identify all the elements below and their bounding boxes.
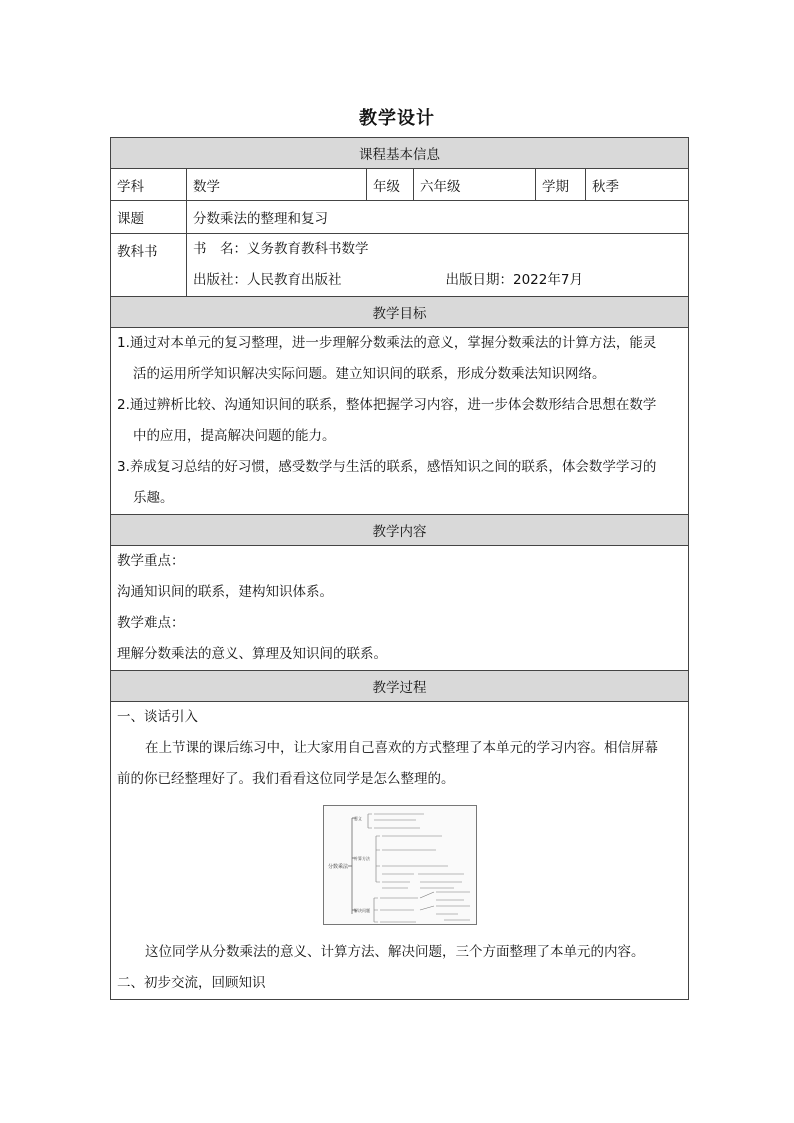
key-points-label: 教学重点：: [117, 553, 185, 569]
intro-paragraph: [111, 733, 688, 795]
objective-item: [111, 452, 688, 514]
objectives-body: [111, 328, 689, 515]
content-header: 教学内容: [111, 515, 689, 546]
topic-label: 课题: [111, 201, 187, 234]
subject-label: 学科: [111, 169, 187, 201]
intro-line: 在上节课的课后练习中，让大家用自己喜欢的方式整理了本单元的学习内容。相信屏幕: [145, 740, 658, 756]
document-title: 教学设计: [359, 108, 435, 129]
process-body: [111, 702, 689, 1000]
publish-date: 出版日期：2022年7月: [445, 272, 583, 288]
mindmap-branch: 计算方法: [353, 856, 370, 861]
objective-line: 乐趣。: [133, 490, 174, 506]
topic-value: 分数乘法的整理和复习: [187, 201, 689, 234]
objective-item: [111, 390, 688, 452]
objectives-header: 教学目标: [111, 297, 689, 328]
publisher-row: [187, 265, 688, 296]
textbook-label: 教科书: [111, 234, 187, 297]
grade-label: 年级: [367, 169, 414, 201]
textbook-info: [187, 234, 689, 297]
section-review-title: 二、初步交流，回顾知识: [117, 975, 266, 991]
mindmap-branch: 解决问题: [353, 908, 370, 913]
difficulty-label: 教学难点：: [117, 615, 185, 631]
intro-line: 前的你已经整理好了。我们看看这位同学是怎么整理的。: [117, 771, 455, 787]
book-name: 书 名：义务教育教科书数学: [193, 241, 369, 257]
key-points-text: 沟通知识间的联系，建构知识体系。: [117, 584, 333, 600]
mindmap-root: 分数乘法: [327, 864, 348, 870]
objective-line: 中的应用，提高解决问题的能力。: [133, 428, 336, 444]
basic-info-header: 课程基本信息: [111, 138, 689, 169]
objective-line: 1.通过对本单元的复习整理，进一步理解分数乘法的意义，掌握分数乘法的计算方法，能灵: [117, 335, 657, 351]
subject-value: 数学: [187, 169, 367, 201]
term-value: 秋季: [586, 169, 689, 201]
objective-line: 2.通过辨析比较、沟通知识间的联系，整体把握学习内容，进一步体会数形结合思想在数学: [117, 397, 657, 413]
section-intro-title: 一、谈话引入: [117, 709, 198, 725]
objective-line: 活的运用所学知识解决实际问题。建立知识间的联系，形成分数乘法知识网络。: [133, 366, 606, 382]
process-header: 教学过程: [111, 671, 689, 702]
grade-value: 六年级: [414, 169, 536, 201]
summary-paragraph: 这位同学从分数乘法的意义、计算方法、解决问题，三个方面整理了本单元的内容。: [145, 944, 645, 960]
objective-line: 3.养成复习总结的好习惯，感受数学与生活的联系，感悟知识之间的联系，体会数学学习的: [117, 459, 657, 475]
mindmap-branch: 意义: [353, 816, 362, 821]
difficulty-text: 理解分数乘法的意义、算理及知识间的联系。: [117, 646, 387, 662]
objective-item: [111, 328, 688, 390]
lesson-plan-table: [110, 137, 689, 1000]
mindmap-figure: [111, 795, 688, 937]
mindmap-image: [323, 805, 477, 925]
term-label: 学期: [536, 169, 586, 201]
content-body: [111, 546, 689, 671]
publisher: 出版社：人民教育出版社: [193, 272, 342, 288]
